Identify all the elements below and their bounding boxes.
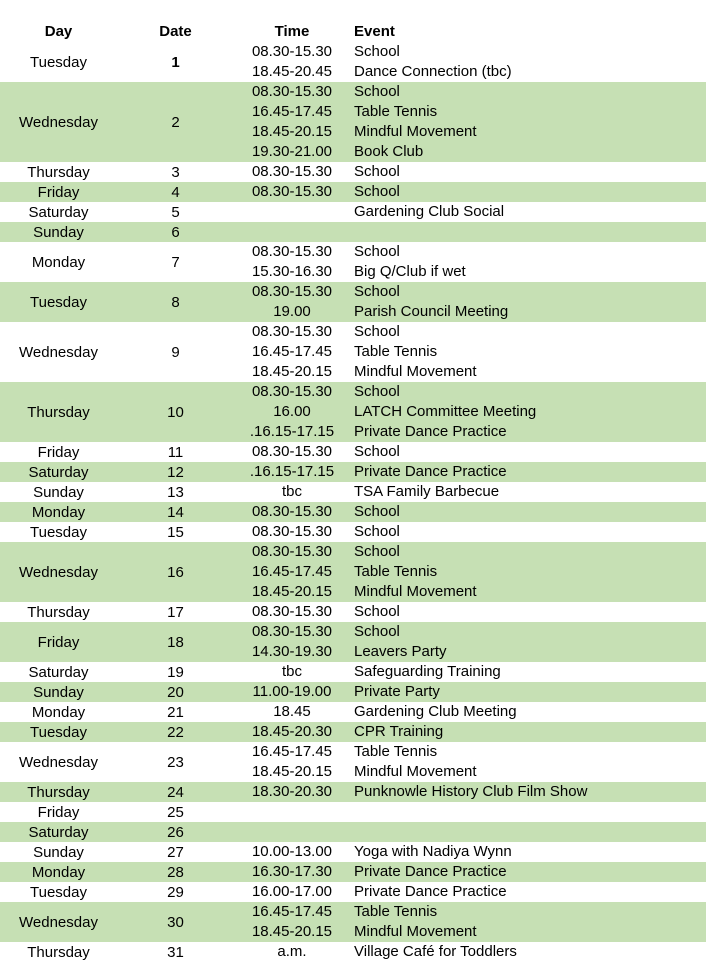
day-cell: Tuesday — [0, 42, 117, 82]
event-name: School — [354, 83, 400, 100]
date-cell: 8 — [117, 282, 234, 322]
day-cell: Monday — [0, 702, 117, 722]
event-cell — [350, 862, 706, 882]
date-cell: 27 — [117, 842, 234, 862]
event-cell — [350, 162, 706, 182]
day-cell: Friday — [0, 182, 117, 202]
event-name: School — [354, 523, 400, 540]
day-cell: Tuesday — [0, 882, 117, 902]
date-cell: 19 — [117, 662, 234, 682]
date-cell: 1 — [117, 42, 234, 82]
time-slot: 18.45-20.15 — [251, 123, 333, 140]
time-slot: 18.45-20.15 — [251, 763, 333, 780]
schedule-row — [0, 722, 706, 742]
schedule-row — [0, 822, 706, 842]
schedule-row — [0, 382, 706, 442]
event-name: Table Tennis — [354, 563, 438, 580]
date-cell: 31 — [117, 942, 234, 962]
time-cell — [234, 382, 350, 442]
event-name: Mindful Movement — [354, 763, 477, 780]
event-cell — [350, 902, 706, 942]
day-cell: Wednesday — [0, 322, 117, 382]
time-slot — [234, 802, 350, 822]
event-name: Big Q/Club if wet — [354, 263, 466, 280]
schedule-row — [0, 842, 706, 862]
schedule-row — [0, 462, 706, 482]
event-name: Table Tennis — [354, 103, 438, 120]
event-name: TSA Family Barbecue — [354, 483, 500, 500]
event-name — [354, 802, 706, 822]
time-slot: 18.45-20.30 — [251, 723, 333, 740]
schedule-row — [0, 522, 706, 542]
event-cell — [350, 682, 706, 702]
date-cell: 16 — [117, 542, 234, 602]
time-slot: 08.30-15.30 — [251, 323, 333, 340]
event-cell — [350, 542, 706, 602]
event-cell — [350, 442, 706, 462]
day-cell: Monday — [0, 242, 117, 282]
time-cell — [234, 282, 350, 322]
schedule-row — [0, 482, 706, 502]
time-slot: a.m. — [277, 943, 307, 960]
time-cell — [234, 682, 350, 702]
event-name: School — [354, 623, 400, 640]
day-cell: Sunday — [0, 682, 117, 702]
schedule-row — [0, 182, 706, 202]
event-name: School — [354, 43, 400, 60]
event-name: School — [354, 183, 400, 200]
time-cell — [234, 442, 350, 462]
time-cell — [234, 162, 350, 182]
time-slot: tbc — [281, 483, 302, 500]
event-name: School — [354, 503, 400, 520]
time-slot: 16.30-17.30 — [251, 863, 333, 880]
time-slot: 18.30-20.30 — [251, 783, 333, 800]
day-cell: Tuesday — [0, 282, 117, 322]
event-name: School — [354, 243, 400, 260]
event-cell — [350, 942, 706, 962]
schedule-row — [0, 742, 706, 782]
time-cell — [234, 462, 350, 482]
event-cell — [350, 782, 706, 802]
schedule-row — [0, 782, 706, 802]
schedule-row — [0, 682, 706, 702]
event-name: Gardening Club Meeting — [354, 703, 517, 720]
schedule-row — [0, 862, 706, 882]
time-cell — [234, 322, 350, 382]
date-cell: 21 — [117, 702, 234, 722]
event-name: Mindful Movement — [354, 923, 477, 940]
event-name: Table Tennis — [354, 343, 438, 360]
time-slot: tbc — [281, 663, 302, 680]
date-cell: 6 — [117, 222, 234, 242]
schedule-table — [0, 22, 706, 962]
event-name: Table Tennis — [354, 903, 438, 920]
day-cell: Friday — [0, 802, 117, 822]
event-cell — [350, 82, 706, 162]
day-cell: Thursday — [0, 382, 117, 442]
date-cell: 20 — [117, 682, 234, 702]
event-cell — [350, 282, 706, 322]
event-name: School — [354, 283, 400, 300]
time-slot: 16.45-17.45 — [251, 903, 333, 920]
event-cell — [350, 802, 706, 822]
schedule-row — [0, 282, 706, 322]
header-row — [0, 22, 706, 42]
event-name: Leavers Party — [354, 643, 447, 660]
event-name: CPR Training — [354, 723, 444, 740]
event-cell — [350, 662, 706, 682]
event-name: Safeguarding Training — [354, 663, 501, 680]
time-slot: 16.45-17.45 — [251, 103, 333, 120]
time-slot: 18.45-20.45 — [251, 63, 333, 80]
event-name: School — [354, 543, 400, 560]
day-cell: Wednesday — [0, 542, 117, 602]
time-cell — [234, 802, 350, 822]
schedule-row — [0, 662, 706, 682]
date-cell: 25 — [117, 802, 234, 822]
event-cell — [350, 462, 706, 482]
schedule-row — [0, 82, 706, 162]
schedule-body — [0, 42, 706, 962]
time-slot: 08.30-15.30 — [251, 443, 333, 460]
event-cell — [350, 882, 706, 902]
time-cell — [234, 82, 350, 162]
date-cell: 7 — [117, 242, 234, 282]
time-slot: .16.15-17.15 — [249, 463, 335, 480]
event-cell — [350, 202, 706, 222]
time-slot: 08.30-15.30 — [251, 183, 333, 200]
schedule-row — [0, 502, 706, 522]
date-cell: 18 — [117, 622, 234, 662]
date-cell: 9 — [117, 322, 234, 382]
time-slot: 11.00-19.00 — [252, 683, 332, 700]
event-name — [354, 222, 706, 242]
day-cell: Wednesday — [0, 82, 117, 162]
time-cell — [234, 602, 350, 622]
time-slot: 08.30-15.30 — [251, 243, 333, 260]
event-name: Yoga with Nadiya Wynn — [354, 843, 512, 860]
time-slot: 16.00-17.00 — [251, 883, 333, 900]
event-name: Private Dance Practice — [354, 463, 507, 480]
time-cell — [234, 862, 350, 882]
day-cell: Saturday — [0, 202, 117, 222]
time-slot: 14.30-19.30 — [251, 643, 333, 660]
header-day: Day — [44, 23, 73, 40]
date-cell: 13 — [117, 482, 234, 502]
time-cell — [234, 942, 350, 962]
day-cell: Thursday — [0, 942, 117, 962]
schedule-row — [0, 702, 706, 722]
date-cell: 17 — [117, 602, 234, 622]
time-slot: 15.30-16.30 — [251, 263, 333, 280]
event-cell — [350, 742, 706, 782]
day-cell: Wednesday — [0, 742, 117, 782]
time-cell — [234, 42, 350, 82]
day-cell: Tuesday — [0, 522, 117, 542]
event-cell — [350, 382, 706, 442]
time-slot: 08.30-15.30 — [251, 163, 333, 180]
time-cell — [234, 502, 350, 522]
day-cell: Saturday — [0, 662, 117, 682]
time-slot: 08.30-15.30 — [251, 383, 333, 400]
schedule-row — [0, 602, 706, 622]
event-cell — [350, 222, 706, 242]
time-slot: 18.45 — [273, 703, 311, 720]
event-cell — [350, 502, 706, 522]
time-cell — [234, 522, 350, 542]
event-name: Table Tennis — [354, 743, 438, 760]
day-cell: Thursday — [0, 602, 117, 622]
time-slot — [234, 822, 350, 842]
event-name: School — [354, 323, 400, 340]
event-cell — [350, 482, 706, 502]
time-slot: 16.45-17.45 — [251, 743, 333, 760]
day-cell: Thursday — [0, 162, 117, 182]
time-slot: 08.30-15.30 — [251, 543, 333, 560]
time-cell — [234, 622, 350, 662]
event-name: Parish Council Meeting — [354, 303, 509, 320]
event-name: School — [354, 163, 400, 180]
time-slot — [234, 222, 350, 242]
day-cell: Wednesday — [0, 902, 117, 942]
event-cell — [350, 842, 706, 862]
time-slot: 10.00-13.00 — [251, 843, 333, 860]
day-cell: Tuesday — [0, 722, 117, 742]
time-slot: 19.00 — [273, 303, 311, 320]
schedule-row — [0, 322, 706, 382]
event-name: Gardening Club Social — [354, 203, 505, 220]
day-cell: Sunday — [0, 222, 117, 242]
time-slot: 19.30-21.00 — [251, 143, 333, 160]
event-name: Mindful Movement — [354, 123, 477, 140]
day-cell: Saturday — [0, 822, 117, 842]
day-cell: Friday — [0, 442, 117, 462]
day-cell: Monday — [0, 862, 117, 882]
event-name: School — [354, 603, 400, 620]
schedule-row — [0, 442, 706, 462]
event-name: Private Dance Practice — [354, 883, 507, 900]
header-time: Time — [274, 23, 310, 40]
date-cell: 12 — [117, 462, 234, 482]
event-name: Mindful Movement — [354, 363, 477, 380]
time-slot: 18.45-20.15 — [251, 363, 333, 380]
date-cell: 26 — [117, 822, 234, 842]
time-slot: 08.30-15.30 — [251, 283, 333, 300]
time-slot: 08.30-15.30 — [251, 623, 333, 640]
time-cell — [234, 882, 350, 902]
day-cell: Saturday — [0, 462, 117, 482]
schedule-row — [0, 542, 706, 602]
event-name: School — [354, 443, 400, 460]
schedule-row — [0, 162, 706, 182]
date-cell: 14 — [117, 502, 234, 522]
event-cell — [350, 702, 706, 722]
date-cell: 23 — [117, 742, 234, 782]
event-name: Dance Connection (tbc) — [354, 63, 512, 80]
event-name: Book Club — [354, 143, 424, 160]
schedule-row — [0, 202, 706, 222]
time-slot: 08.30-15.30 — [251, 83, 333, 100]
date-cell: 15 — [117, 522, 234, 542]
day-cell: Friday — [0, 622, 117, 662]
time-cell — [234, 722, 350, 742]
event-name: LATCH Committee Meeting — [354, 403, 537, 420]
time-slot: 16.45-17.45 — [251, 563, 333, 580]
schedule-row — [0, 222, 706, 242]
event-name: Private Party — [354, 683, 440, 700]
time-cell — [234, 242, 350, 282]
schedule-row — [0, 242, 706, 282]
schedule-row — [0, 942, 706, 962]
event-name: Mindful Movement — [354, 583, 477, 600]
time-cell — [234, 222, 350, 242]
date-cell: 10 — [117, 382, 234, 442]
time-slot — [234, 202, 350, 222]
time-slot: 18.45-20.15 — [251, 583, 333, 600]
event-cell — [350, 42, 706, 82]
event-cell — [350, 322, 706, 382]
event-name: Private Dance Practice — [354, 863, 507, 880]
event-name: School — [354, 383, 400, 400]
date-cell: 4 — [117, 182, 234, 202]
time-slot: 08.30-15.30 — [251, 523, 333, 540]
date-cell: 11 — [117, 442, 234, 462]
time-cell — [234, 702, 350, 722]
schedule-row — [0, 802, 706, 822]
date-cell: 29 — [117, 882, 234, 902]
schedule-row — [0, 882, 706, 902]
schedule-row — [0, 42, 706, 82]
date-cell: 24 — [117, 782, 234, 802]
event-name — [354, 822, 706, 842]
event-cell — [350, 722, 706, 742]
date-cell: 30 — [117, 902, 234, 942]
event-cell — [350, 622, 706, 662]
date-cell: 5 — [117, 202, 234, 222]
time-cell — [234, 822, 350, 842]
date-cell: 3 — [117, 162, 234, 182]
time-cell — [234, 542, 350, 602]
time-cell — [234, 842, 350, 862]
time-slot: 18.45-20.15 — [251, 923, 333, 940]
time-slot: .16.15-17.15 — [249, 423, 335, 440]
time-slot: 08.30-15.30 — [251, 603, 333, 620]
schedule-row — [0, 902, 706, 942]
day-cell: Monday — [0, 502, 117, 522]
event-cell — [350, 602, 706, 622]
day-cell: Sunday — [0, 842, 117, 862]
date-cell: 22 — [117, 722, 234, 742]
date-cell: 2 — [117, 82, 234, 162]
time-cell — [234, 742, 350, 782]
time-cell — [234, 902, 350, 942]
time-cell — [234, 182, 350, 202]
event-cell — [350, 522, 706, 542]
schedule-row — [0, 622, 706, 662]
event-cell — [350, 242, 706, 282]
day-cell: Sunday — [0, 482, 117, 502]
event-name: Punknowle History Club Film Show — [354, 783, 588, 800]
header-event: Event — [354, 23, 395, 40]
time-cell — [234, 662, 350, 682]
event-name: Private Dance Practice — [354, 423, 507, 440]
event-name: Village Café for Toddlers — [354, 943, 517, 960]
time-cell — [234, 202, 350, 222]
event-cell — [350, 182, 706, 202]
event-cell — [350, 822, 706, 842]
time-cell — [234, 782, 350, 802]
header-date: Date — [159, 23, 192, 40]
time-slot: 16.45-17.45 — [251, 343, 333, 360]
time-cell — [234, 482, 350, 502]
time-slot: 16.00 — [273, 403, 311, 420]
date-cell: 28 — [117, 862, 234, 882]
time-slot: 08.30-15.30 — [251, 43, 333, 60]
day-cell: Thursday — [0, 782, 117, 802]
time-slot: 08.30-15.30 — [251, 503, 333, 520]
